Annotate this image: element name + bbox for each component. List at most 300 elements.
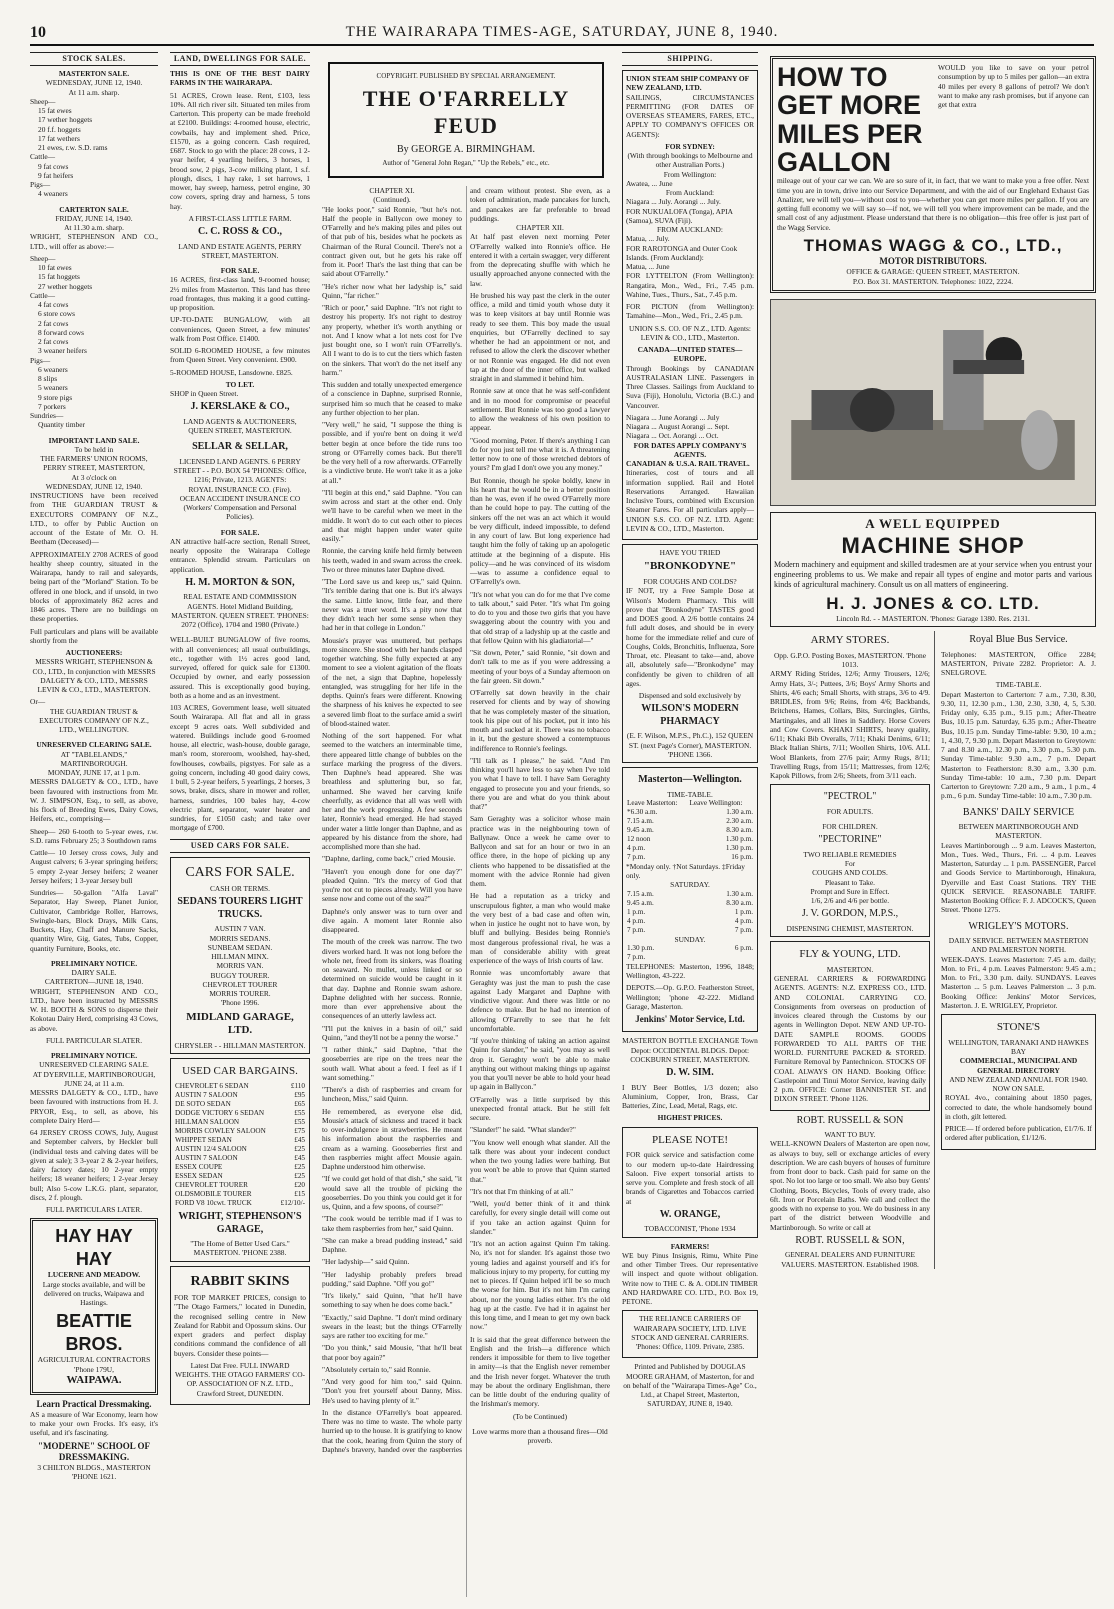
table-cell: 1 p.m. bbox=[627, 907, 646, 916]
car-price: £55 bbox=[294, 1109, 305, 1117]
story-paragraph: This sudden and totally unexpected emergence of a conscience in Daphne, surprised Ronnie, surprised him so much that he ceased to make any further objection to her plan. bbox=[322, 380, 462, 417]
story-paragraph: Ronnie saw at once that he was self-confident and in no mood for compromise or peaceful settlement. But Ronnie was too good a lawyer to allow the weakness of his own position to appear. bbox=[470, 386, 610, 433]
list-item: MORRIS SEDANS. bbox=[209, 933, 271, 943]
story-paragraph: "And very good for him too," said Quinn. "Don't you fret yourself about Danny, Miss. He's used to having plenty of it." bbox=[322, 1377, 462, 1405]
sale-date: MONDAY, JUNE 17, at 1 p.m. bbox=[47, 768, 141, 777]
list-item: MORRIS TOURER. bbox=[209, 989, 271, 998]
table-row bbox=[174, 1082, 306, 1091]
sale-text: FULL PARTICULAR SLATER. bbox=[45, 1035, 143, 1045]
advert-text: (E. F. Wilson, M.P.S., Ph.C.), 152 QUEEN ST. (next Page's Corner), MASTERTON. 'PHONE 1366. bbox=[626, 731, 754, 759]
advert-firm: BEATTIE BROS. bbox=[56, 1311, 132, 1354]
sale-heading: PRELIMINARY NOTICE. bbox=[50, 958, 138, 968]
advert-title: WRIGLEY'S MOTORS. bbox=[968, 920, 1069, 932]
stones-advert bbox=[941, 1014, 1096, 1150]
story-paragraph: "Haven't you enough done for one day?" pleaded Quinn. "It's the mercy of God that you're not cut to pieces already. Will you have sense now and come out of the sea?" bbox=[322, 866, 462, 904]
advert-text: For bbox=[844, 859, 856, 869]
table-row bbox=[626, 835, 754, 844]
agent-name: SELLAR & SELLAR, bbox=[192, 441, 288, 453]
story-paragraph: In the distance O'Farrelly's boat appeared. There was no time to waste. The whole party hurried up to the house. It is gratifying to know that the cook, hearing from Quinn the story of Daphne's bravery, handed over the raspberries and cream without protest. She even, as a token of admiration, made pancakes for lunch, and pancakes are far preferable to bread puddings. bbox=[322, 186, 610, 1454]
advert-title: RABBIT SKINS bbox=[190, 1273, 290, 1289]
timetable-table bbox=[626, 890, 754, 935]
advert-subtitle: LUCERNE AND MEADOW. bbox=[47, 1270, 141, 1280]
car-price: £45 bbox=[294, 1136, 305, 1144]
table-row bbox=[174, 1163, 306, 1172]
advert-text: WE buy Pinus Insignis, Rimu, White Pine and other Timber Trees. Our representative will inspect and quote without obligation. Write now to THE C. & A. ODLIN TIMBER AND HARDWARE CO. LTD., P.O. Box 19, PETONE. bbox=[622, 1250, 758, 1306]
list-item: Quantity timber bbox=[38, 420, 86, 430]
list-item: 27 wether hoggets bbox=[38, 281, 93, 291]
story-paragraph: "If we could get hold of that dish," she said, "it would save all the trouble of picking the gooseberries. Do you think you could get it for us, Quinn, and a few spoons, of course?" bbox=[322, 1174, 462, 1211]
hay-advert bbox=[30, 1218, 158, 1394]
cattle-list bbox=[30, 300, 158, 356]
cars-advert bbox=[170, 857, 310, 1055]
table-cell: 8.30 a.m. bbox=[726, 825, 753, 834]
table-cell: 1.30 p.m. bbox=[725, 834, 753, 843]
table-cell: 9.45 a.m. bbox=[627, 898, 654, 907]
advert-text: HIGHEST PRICES. bbox=[657, 1113, 723, 1123]
list-item: 6 store cows bbox=[38, 309, 75, 319]
car-name: DODGE VICTORY 6 SEDAN bbox=[175, 1109, 265, 1117]
timetable-heading: SUNDAY. bbox=[674, 934, 706, 944]
car-name: AUSTIN 7 SALOON bbox=[175, 1091, 238, 1099]
story-paragraph: "Daphne, darling, come back," cried Mousie. bbox=[322, 854, 456, 864]
advert-text: FOR TOP MARKET PRICES, consign to "The Otago Farmers," located in Dunedin, the recognised selling centre in New Zealand for Rabbit and Opossum skins. Our expert graders and perfect display conditions command the confidence of all buyers. Consider these points— bbox=[174, 1293, 306, 1358]
story-paragraph: "Absolutely certain to," said Ronnie. bbox=[322, 1364, 431, 1374]
advert-text: DEPOTS.—Op. G.P.O. Featherston Street, Wellington; 'phone 42-222. Midland Garage, Masterton. bbox=[626, 983, 754, 1011]
sale-heading: PRELIMINARY NOTICE. bbox=[50, 1051, 138, 1060]
agent-address: REAL ESTATE AND COMMISSION AGENTS. Hotel Midland Building, MASTERTON. QUEEN STREET. 'PHONES: 2072 (Office), 1704 and 1980 (Private.) bbox=[171, 592, 309, 629]
story-paragraph: Nothing of the sort happened. For what seemed to the watchers an interminable time, there appeared little change of bubbles on the surface marking the progress of the divers. Then Daphne's head appeared. She was breathless and spluttering but, so far, unharmed. She waved her carving knife cheerfully, as evidence that all was well with her and the work progressing. A few seconds later, Ronnie's head emerged. He had stayed under water a little longer than Daphne, and as appeared by his distance from the shore, had accomplished more than she had. bbox=[322, 731, 462, 851]
advert-title: "PECTORINE" bbox=[818, 834, 882, 846]
story-paragraph: Mousie's prayer was unuttered, but perhaps more sincere. She stood with her hands clasped together watching. She fully expected at any moment to see a violent agitation of the floats of the net, a sign that Daphne, hopelessly entangled, was struggling for her life in the depths. Quinn's fears were different. Knowing the sharpness of his knives he expected to see a severed limb float to the surface amid a swirl of blood-stained water. bbox=[322, 635, 462, 728]
table-row bbox=[174, 1154, 306, 1163]
list-item: 3 weaner heifers bbox=[38, 346, 87, 356]
timetable-table bbox=[626, 944, 754, 962]
car-name: MORRIS COWLEY SALOON bbox=[175, 1127, 266, 1135]
car-price: £25 bbox=[294, 1163, 305, 1171]
advert-text: AS a measure of War Economy, learn how to make your own Frocks. It's easy, it's useful, and it's fascinating. bbox=[30, 1409, 158, 1438]
timetable-advert bbox=[622, 767, 758, 1032]
advert-title: BANKS' DAILY SERVICE bbox=[962, 806, 1075, 818]
story-paragraph: "It's not what you can do for me that I've come to talk about," said Peter. "It's what I'm going to do to you and those two girls that you have swaggering about the country with you and that old strap of a ladyship up at the castle and that fellow Quinn with his gladiatorial—" bbox=[470, 589, 610, 645]
advert-text: WAIPAWA. bbox=[66, 1373, 122, 1386]
table-row bbox=[174, 1091, 306, 1100]
listing-heading: THIS IS ONE OF THE BEST DAIRY FARMS IN THE WAIRARAPA. bbox=[170, 69, 310, 88]
sale-text: Or— bbox=[30, 697, 46, 707]
advert-text: Dispensed and sold exclusively by bbox=[638, 691, 742, 700]
advert-text: PRICE— If ordered before publication, £1/7/6. If ordered after publication, £1/12/6. bbox=[945, 1124, 1092, 1143]
car-price: £20 bbox=[294, 1181, 305, 1189]
advert-text: SAILINGS, CIRCUMSTANCES PERMITTING (FOR DATES OF OVERSEAS STEAMERS, FARES, ETC., APPLY TO COMPANY'S OFFICES OR AGENTS): bbox=[626, 92, 754, 139]
table-row bbox=[626, 917, 754, 926]
advert-text: P.O. Box 31. MASTERTON. Telephones: 1022, 2224. bbox=[852, 276, 1014, 286]
agent-address: OCEAN ACCIDENT INSURANCE CO (Workers' Compensation and Personal Policies). bbox=[179, 493, 301, 522]
sale-text: MESSRS DALGETY & CO., LTD., have been favoured with instructions from Mr. W. J. SIMPSON, Esq., to sell, as above, his flock of Breeding Ewes, Dairy Cows, Heifers, etc., comprising— bbox=[30, 777, 158, 824]
advert-firm: ROBT. RUSSELL & SON bbox=[796, 1114, 904, 1126]
advert-text: BETWEEN MARTINBOROUGH AND MASTERTON. bbox=[958, 822, 1079, 841]
table-header bbox=[626, 799, 754, 808]
list-item: 6 weaners bbox=[38, 364, 68, 374]
advert-text: WELLINGTON, TARANAKI AND HAWKES BAY bbox=[948, 1037, 1089, 1057]
page-number: 10 bbox=[30, 24, 46, 41]
column-land-dwellings bbox=[170, 52, 310, 1597]
section-heading: STOCK SALES. bbox=[30, 52, 158, 66]
advert-text: (With through bookings to Melbourne and other Australian Ports.) bbox=[627, 151, 753, 170]
story-paragraph: The mouth of the creek was narrow. The two divers worked hard. It was not long before the whole net, freed from its sinkers, was floating on seaward. No mullet, unless linked or so determined on suicide would be caught in it that day. Daphne and Ronnie swam ashore. Daphne delighted with her success. Ronnie, more than ever apprehensive about the consequences of an utterly lawless act. bbox=[322, 937, 462, 1021]
advert-title: "BRONKODYNE" bbox=[643, 560, 737, 573]
advert-text: "The Home of Better Used Cars." MASTERTON. 'PHONE 2388. bbox=[190, 1239, 290, 1258]
sailing-row: Awatea, ... June bbox=[626, 178, 673, 188]
lower-left-column bbox=[770, 631, 935, 1269]
advert-title: PLEASE NOTE! bbox=[651, 1133, 729, 1146]
timetable-table bbox=[626, 799, 754, 862]
table-cell: 1.30 a.m. bbox=[726, 889, 753, 898]
advert-firm: FLY & YOUNG, LTD. bbox=[799, 948, 901, 961]
serial-body bbox=[322, 186, 610, 1597]
sale-heading: AUCTIONEERS: bbox=[65, 648, 123, 657]
story-paragraph: "Do you think," said Mousie, "that he'll beat that poor boy again?" bbox=[322, 1343, 462, 1362]
list-item: 4 fat cows bbox=[38, 300, 69, 309]
story-paragraph: He brushed his way past the clerk in the outer office, a mild and timid youth whose duty it was to keep visitors at bay until Ronnie was ready to see them. This boy made the usual enquiries, but O'Farrelly declined to say whether he had an appointment or not, and refused to allow the clerk the discover whether or not Ronnie was engaged. He did not even tap at the door of the inner office, but walked straight in and slammed it behind him. bbox=[470, 290, 610, 383]
advert-text: COUGHS AND COLDS. bbox=[812, 868, 888, 878]
advert-text: TIME-TABLE. bbox=[667, 789, 713, 799]
advert-title: HAY HAY HAY bbox=[55, 1226, 133, 1269]
listing-text: SOLID 6-ROOMED HOUSE, a few minutes from Queen Street. Very convenient. £900. bbox=[170, 346, 310, 365]
story-paragraph: "I'll begin at this end," said Daphne. "You can swim across and start at the other end. Only we'll have to be careful when we meet in the middle. It won't do to cut each other to pieces and that might happen under water quite easily." bbox=[322, 487, 462, 543]
story-paragraph: "Her ladyship—" said Quinn. bbox=[322, 1257, 410, 1267]
advert-text: GENERAL DEALERS AND FURNITURE VALUERS. MASTERTON. Established 1908. bbox=[781, 1250, 919, 1269]
sale-text: Sheep— 260 6-tooth to 5-year ewes, r.w. S.D. rams February 25; 3 Southdown rams bbox=[30, 826, 158, 845]
story-paragraph: He had a reputation as a tricky and unscrupulous fighter, a man who would make the very best of a bad case and often win, when in justice he ought not to have won, by bluff and bullying. Besides being Ronnie's most dangerous professional rival, he was a man of considerable ability with great experience of the ways of Irish courts of law. bbox=[470, 891, 610, 965]
advert-text: Leaves Martinborough ... 9 a.m. Leaves Masterton, Mon., Tues. Wed., Thurs., Fri. ... 4 p.m. Leaves Masterton, Saturday ... 1 p.m. PASSENGER, Parcel and Goods Service to Martinborough, Hinakura, Dyerville and East Coast Stations. TRY THE QUICK SERVICE. REASONABLE TARIFF. Masterton Booking Office: F. J. ADCOCK'S, Queen Street. 'Phone 1275. bbox=[941, 840, 1096, 915]
listing-text: 5-ROOMED HOUSE, Lansdowne. £825. bbox=[170, 367, 293, 377]
fly-young-advert bbox=[770, 941, 930, 1111]
story-paragraph: "She can make a bread pudding instead," said Daphne. bbox=[322, 1235, 462, 1254]
list-item: 9 fat heifers bbox=[38, 170, 74, 180]
table-row bbox=[626, 826, 754, 835]
story-paragraph: "The Lord save us and keep us," said Quinn. "It's terrible daring that one is. But it's always the same. Little know, little fear, and there never was a truer word. It's a pity now that they didn't teach her some sense when they had her in that college in London." bbox=[322, 577, 462, 633]
advert-text: FOR LYTTELTON (From Wellington): Rangatira, Mon., Wed., Fri., 7.45 p.m. Wahine, Tues., Thurs., Sat., 7.45 p.m. bbox=[626, 271, 754, 299]
route-heading: CANADA—UNITED STATES—EUROPE. bbox=[637, 345, 743, 364]
sale-date: WEDNESDAY, JUNE 12, 1940. bbox=[45, 481, 143, 491]
table-cell: 7 p.m. bbox=[627, 952, 646, 961]
table-row bbox=[174, 1100, 306, 1109]
advert-text: OFFICE & GARAGE: QUEEN STREET, MASTERTON. bbox=[846, 267, 1020, 277]
copyright-notice: COPYRIGHT. PUBLISHED BY SPECIAL ARRANGEMENT. bbox=[376, 72, 556, 80]
list-item: SUNBEAM SEDAN. bbox=[207, 942, 273, 952]
sale-text: To be held in bbox=[74, 444, 114, 454]
column-stock-sales bbox=[30, 52, 158, 1597]
list-item: 8 forward cows bbox=[38, 327, 84, 337]
story-paragraph: O'Farrelly was a little surprised by this unexpected frontal attack. But he still felt secure. bbox=[470, 1094, 610, 1122]
list-item: 17 fat wethers bbox=[38, 133, 80, 143]
advert-text: GENERAL CARRIERS & FORWARDING AGENTS. AGENTS: N.Z. EXPRESS CO., LTD. AND COLONIAL CARRYING CO. Consignments from overseas on production of invoices cleared through the Customs by our agents in Wellington Depot. NEW AND UP-TO-DATE SAMPLE ROOMS. GOODS FORWARDED TO ALL PARTS OF THE WORLD. FURNITURE PACKED & STORED. Furniture Removal by Pantechnicon. STOCKS OF COAL ALWAYS ON HAND. Booking Office: Castlepoint and Tinui Motor Service, leaving daily 2 p.m. OFFICE: Corner BANNISTER ST. and DIXON STREET. 'Phone 1126. bbox=[774, 974, 926, 1104]
sale-heading: IMPORTANT LAND SALE. bbox=[48, 435, 140, 445]
list-heading: Cattle— bbox=[30, 152, 56, 162]
list-item: 4 weaners bbox=[38, 189, 68, 199]
story-paragraph: "I'll put the knives in a basin of oil," said Quinn, "and they'll not be a penny the worse." bbox=[322, 1023, 462, 1042]
agent-address: LAND AND ESTATE AGENTS, PERRY STREET, MASTERTON. bbox=[178, 241, 302, 260]
reliance-advert bbox=[622, 1310, 758, 1358]
advert-firm: H. J. JONES & CO. LTD. bbox=[826, 593, 1040, 613]
advert-text: TWO RELIABLE REMEDIES bbox=[803, 849, 897, 859]
story-paragraph: Ronnie, the carving knife held firmly between his teeth, waded in and swam across the creek. Two or three minutes later Daphne dived. bbox=[322, 546, 462, 574]
table-cell bbox=[702, 953, 754, 962]
story-paragraph: "The cook would be terrible mad if I was to take them raspberries from her," said Quinn. bbox=[322, 1214, 462, 1233]
car-price: £25 bbox=[294, 1145, 305, 1153]
sale-text: THE GUARDIAN TRUST & EXECUTORS COMPANY OF N.Z., LTD., WELLINGTON. bbox=[39, 706, 149, 734]
list-item: 15 fat ewes bbox=[38, 106, 72, 115]
agent-name: J. KERSLAKE & CO., bbox=[190, 401, 290, 413]
car-name: ESSEX SEDAN bbox=[175, 1172, 223, 1180]
agent-address: LICENSED LAND AGENTS. 6 PERRY STREET - - P.O. BOX 54 'PHONES: Office, 1216; Private, 1213. AGENTS: bbox=[173, 456, 307, 485]
sale-heading: MASTERTON SALE. bbox=[58, 69, 130, 78]
bronkodyne-advert bbox=[622, 544, 758, 763]
car-name: FORD V8 10cwt. TRUCK bbox=[175, 1199, 252, 1207]
advert-text: WOULD you like to save on your petrol consumption by up to 5 miles per gallon—an extra 40 miles per every 8 gallons of petrol? We don't want to make any rash promises, but if anyone can get that extra bbox=[938, 63, 1089, 109]
table-cell: 7 p.m. bbox=[734, 925, 753, 934]
advert-text: Itineraries, cost of tours and all information supplied. Rail and Hotel Reservations Arranged. Hawaiian Inclusive Tours, combined with Excursion Steamer Fares. For all particulars apply— UNION S.S. CO. OF N.Z. LTD. Agent: LEVIN & CO., LTD., Masterton. bbox=[626, 468, 754, 533]
table-row bbox=[626, 890, 754, 899]
advert-firm: ROBT. RUSSELL & SON, bbox=[795, 1234, 905, 1246]
story-paragraph: "There's a dish of raspberries and cream for luncheon, Miss," said Quinn. bbox=[322, 1085, 462, 1104]
table-row bbox=[174, 1145, 306, 1154]
pigs-list bbox=[30, 365, 158, 411]
list-item: 8 slips bbox=[38, 374, 58, 383]
sale-date: WEDNESDAY, JUNE 12, 1940. bbox=[45, 78, 143, 88]
advert-text: mileage out of your car we can. We are so sure of it, in fact, that we want to make you a free offer. Next time you are in town, drive into our Service Department, and with the aid of our Englehard Exhaust Gas Analizer, we will tell you—without cost to you—whether you can get more miles per gallon. If you are getting full economy we will say so—if not, we will tell you where improvement can be made, and the small cost of any adjustment. Please understand that there is no obligation—this free offer is just part of the Wagg Service. bbox=[777, 176, 1089, 232]
sale-text: Full particulars and plans will be available shortly from the bbox=[30, 626, 158, 645]
lower-adverts bbox=[770, 631, 1096, 1269]
list-item: 21 ewes, r.w. S.D. rams bbox=[38, 143, 108, 152]
machine-shop-advert bbox=[770, 512, 1096, 627]
advert-text: AGRICULTURAL CONTRACTORS 'Phone 179U, bbox=[37, 1355, 151, 1374]
table-cell: 12 noon bbox=[627, 834, 651, 843]
column-adverts bbox=[770, 52, 1096, 1597]
advert-title: Masterton—Wellington. bbox=[638, 774, 742, 785]
story-paragraph: At half past eleven next morning Peter O'Farrelly walked into Ronnie's office. He entered it with a certain swagger, very different from the deprecating shuffle with which he usually approached anyone connected with the law. bbox=[470, 232, 610, 288]
listing-text: SHOP in Queen Street. bbox=[170, 389, 239, 398]
advert-text: HAVE YOU TRIED bbox=[659, 548, 721, 557]
car-name: OLDSMOBILE TOURER bbox=[175, 1190, 252, 1198]
table-cell: 1.30 p.m. bbox=[725, 843, 753, 852]
table-cell: 9.45 a.m. bbox=[627, 825, 654, 834]
car-price: £15 bbox=[294, 1190, 305, 1198]
advert-text: Pleasant to Take. bbox=[824, 877, 876, 887]
story-paragraph: "Sit down, Peter," said Ronnie, "sit down and don't talk to me as if you were addressing a meeting of your boys of a Sunday afternoon on the fair green. Sit down." bbox=[470, 648, 610, 685]
pigs-list bbox=[30, 189, 158, 198]
agent-name: C. C. ROSS & CO., bbox=[198, 226, 282, 237]
table-row bbox=[626, 844, 754, 853]
listing-heading: FOR SALE. bbox=[220, 527, 260, 537]
orange-advert bbox=[622, 1127, 758, 1238]
listing-heading: FOR SALE. bbox=[220, 266, 260, 275]
sale-text: FULL PARTICULARS LATER. bbox=[45, 1205, 143, 1214]
advert-text: TOBACCONIST, 'Phone 1934 bbox=[644, 1224, 736, 1234]
sailing-row: Matua, ... July. bbox=[626, 234, 670, 244]
advert-firm: WRIGHT, STEPHENSON'S GARAGE, bbox=[178, 1211, 302, 1235]
sale-text: AT "TABLELANDS," MARTINBOROUGH. bbox=[60, 749, 128, 768]
table-cell: 16 p.m. bbox=[731, 852, 753, 861]
route-heading: FOR SYDNEY: bbox=[665, 141, 715, 151]
table-row bbox=[174, 1190, 306, 1199]
sailing-row: Niagara ... Oct. Aorangi ... Oct. bbox=[626, 431, 719, 441]
car-price: £95 bbox=[294, 1091, 305, 1099]
list-item: 7 porkers bbox=[38, 401, 66, 411]
union-advert bbox=[622, 70, 758, 540]
car-name: WHIPPET SEDAN bbox=[175, 1136, 232, 1144]
cars-table bbox=[174, 1082, 306, 1208]
list-item: 5 weaners bbox=[38, 383, 68, 393]
table-cell: 6 p.m. bbox=[734, 943, 753, 952]
story-paragraph: He remembered, as everyone else did, Mousie's attack of sickness and traced it back to over-indulgence in strawberries. He meant his information about the raspberries and cream as a warning. Gooseberries first and then raspberries might affect Mousie again. Daphne understood him otherwise. bbox=[322, 1106, 462, 1171]
table-row bbox=[626, 926, 754, 935]
story-paragraph: "Well, you'd better think of it and think carefully, for every single detail will come out if you take an action against Quinn for slander." bbox=[470, 1199, 610, 1236]
sale-text: MESSRS DALGETY & CO., LTD., have been favoured with instructions from H. J. PRYOR, Esq., to sell, as above, his complete Dairy Herd— bbox=[30, 1088, 158, 1125]
table-row bbox=[174, 1118, 306, 1127]
advert-firm: J. V. GORDON, M.P.S., bbox=[801, 908, 899, 920]
advert-firm: "MODERNE" SCHOOL OF DRESSMAKING. bbox=[37, 1440, 150, 1462]
table-cell: 7 p.m. bbox=[627, 925, 646, 934]
advert-text: MASTERTON. bbox=[826, 964, 874, 974]
advert-text: Modern machinery and equipment and skilled tradesmen are at your service when you entrust your engineering problems to us. We make and repair all types of engine and motor parts and various kinds of agricultural machinery. Consult us on all matters of engineering. bbox=[774, 559, 1092, 589]
list-item: HILLMAN MINX. bbox=[211, 952, 269, 961]
table-cell: 4 p.m. bbox=[627, 843, 646, 852]
table-row bbox=[174, 1181, 306, 1190]
table-cell: 2.30 a.m. bbox=[726, 816, 753, 825]
advert-text: WEEK-DAYS. Leaves Masterton: 7.45 a.m. daily; Mon. to Fri., 4 p.m. Leaves Palmerston: 9.45 a.m.; Mon. to Fri., 3.30 p.m. daily. SUNDAYS. Leaves Masterton ... 5 p.m. Leaves Palmerston ... 3 p.m. Booking Office: Jenkins' Motor Services, Masterton. J. E. WRIGLEY, Proprietor. bbox=[941, 954, 1096, 1010]
author-note: Author of "General John Regan," "Up the Rebels," etc., etc. bbox=[382, 159, 550, 168]
advert-text: FOR COUGHS AND COLDS? bbox=[643, 577, 737, 586]
advert-title: FARMERS! bbox=[670, 1241, 710, 1251]
sale-text: 64 JERSEY CROSS COWS, July, August and September calvers, by Heckler bull (individual tests and calving dates will be given at sale); 3 3-year 2 & 2-year heifers, dairy factory dates; 10 2-year empty heifers; 18 weaner heifers; 1 2-year Jersey bull; Also 5-cow L.K.G. plant, separator, discs, 2 f. plough. bbox=[30, 1128, 158, 1202]
agent-address: LAND AGENTS & AUCTIONEERS, QUEEN STREET, MASTERTON. bbox=[183, 416, 297, 435]
table-cell: 4 p.m. bbox=[734, 916, 753, 925]
listing-heading: TO LET. bbox=[225, 379, 255, 389]
section-heading: LAND, DWELLINGS FOR SALE. bbox=[170, 52, 310, 66]
sheep-list bbox=[30, 263, 158, 291]
sedan-list bbox=[174, 924, 306, 998]
sale-date: CARTERTON—JUNE 18, 1940. bbox=[44, 977, 144, 987]
car-name: HILLMAN SALOON bbox=[175, 1118, 240, 1126]
car-name: CHEVROLET TOURER bbox=[175, 1181, 248, 1189]
sale-text: WRIGHT, STEPHENSON AND CO., LTD., will offer as above:— bbox=[30, 232, 158, 251]
list-item: AUSTIN 7 VAN. bbox=[214, 924, 266, 934]
agent-name: H. M. MORTON & SON, bbox=[185, 576, 295, 588]
advert-firm: THOMAS WAGG & CO., LTD., bbox=[803, 235, 1063, 255]
advert-title: ARMY STORES. bbox=[810, 634, 890, 647]
route-heading: From Wellington: bbox=[663, 169, 717, 179]
sailing-row: Matua, ... June bbox=[626, 262, 670, 271]
story-paragraph: "He's richer now what her ladyship is," said Quinn, "far richer." bbox=[322, 281, 462, 300]
sale-text: THE FARMERS' UNION ROOMS, PERRY STREET, MASTERTON, bbox=[40, 454, 148, 473]
list-item: CHEVROLET TOURER bbox=[202, 979, 278, 989]
advert-firm: Jenkins' Motor Service, Ltd. bbox=[635, 1014, 745, 1024]
sale-text: INSTRUCTIONS have been received from THE GUARDIAN TRUST & EXECUTORS COMPANY OF N.Z., LTD., to offer by Public Auction on account of the Estate of Mr. O. H. Beetham (Deceased)— bbox=[30, 491, 158, 547]
advert-text: TIME-TABLE. bbox=[995, 680, 1042, 690]
sale-time: At 11 a.m. sharp. bbox=[68, 87, 120, 97]
advert-text: AND NEW ZEALAND ANNUAL FOR 1940. NOW ON SALE. bbox=[949, 1074, 1088, 1094]
advert-text: THE RELIANCE CARRIERS OF WAIRARAPA SOCIETY, LTD. LIVE STOCK AND GENERAL CARRIERS. 'Phones: Office, 1109. Private, 2385. bbox=[631, 1314, 749, 1351]
car-price: £12/10/- bbox=[280, 1199, 305, 1207]
advert-text: 3 CHILTON BLDGS., MASTERTON 'PHONE 1621. bbox=[37, 1463, 151, 1482]
page-header bbox=[30, 22, 1094, 46]
advert-text: I BUY Beer Bottles, 1/3 dozen; also Aluminium, Copper, Iron, Brass, Car Batteries, Zinc, Lead, Metal, Rags, etc. bbox=[622, 1082, 758, 1110]
route-heading: FOR NUKUALOFA (Tonga), APIA (Samoa), SUVA (Fiji). bbox=[626, 206, 733, 225]
list-item: MORRIS VAN. bbox=[216, 961, 264, 971]
car-name: AUSTIN 7 SALOON bbox=[175, 1154, 238, 1162]
advert-firm: WILSON'S MODERN PHARMACY bbox=[641, 703, 739, 727]
listing-text: 51 ACRES, Crown lease. Rent, £103, less 10%. All rich river silt. Situated ten miles from Carterton. This property can be made freehold at £2100. Buildings: 4-roomed house, electric, cowbails, hay and implement shed. Price, £1570, as a going concern. Cash required, £687. Stock to go with the place: 28 cows, 1 2-year heifer, 4 yearling heifers, 3 horses, 1 brood sow, 2 pigs, 3-cow milking plant, 1 s.f. plough, discs, 1 hay rake, 1 set harrows, 1 mower, hay sweep, harness, petrol engine, 30 cow covers, spring dray and harness, 5 tons hay. bbox=[170, 90, 310, 211]
table-cell: 7.15 a.m. bbox=[627, 889, 654, 898]
story-paragraph: "Good morning, Peter. If there's anything I can do for you just tell me what it is. A threatening letter now to one of those wretched debtors of yours? I'm glad I don't owe you any money." bbox=[470, 435, 610, 473]
advert-subtitle: COMMERCIAL, MUNICIPAL AND GENERAL DIRECTORY bbox=[959, 1056, 1078, 1075]
table-row bbox=[174, 1127, 306, 1136]
timetable-heading: SATURDAY. bbox=[670, 880, 710, 890]
advert-text: 1/6, 2/6 and 4/6 per bottle. bbox=[810, 896, 890, 906]
car-price: £75 bbox=[294, 1127, 305, 1135]
car-price: £45 bbox=[294, 1154, 305, 1162]
advert-firm: UNION STEAM SHIP COMPANY OF NEW ZEALAND, LTD. bbox=[626, 74, 749, 93]
advert-text: DAILY SERVICE. BETWEEN MASTERTON AND PALMERSTON NORTH. bbox=[948, 936, 1089, 955]
sale-heading: CARTERTON SALE. bbox=[59, 204, 129, 214]
table-cell: 7.15 a.m. bbox=[627, 816, 654, 825]
sale-text: Cattle— 10 Jersey cross cows, July and August calvers; 6 3-year springing heifers; 5 empty 2-year Jersey heifers; 2 weaner Jersey heifers; 1 3-year Jersey bull bbox=[30, 848, 158, 885]
story-paragraph: "It's not an action against Quinn I'm taking. No, it's not for slander. It's against those two young ladies and against yourself and it's for malicious injury to my property, for cutting my net to pieces. If Quinn helped it'll be so much the worse for him. But it's not him I'm caring about, nor the young ladies either. It's the old hag up at the castle. I've had it in against her this long time, and I mean to get my own back now." bbox=[470, 1239, 610, 1332]
section-heading: SHIPPING. bbox=[622, 52, 758, 66]
sale-text: APPROXIMATELY 2708 ACRES of good healthy sheep country, situated in the Wairarapa, handy to rail and saleyards, being part of the "Morland" Station. To be offered in one block, and if unsold, in two blocks of approximately 862 acres and 1846 acres. There are no buildings on these properties. bbox=[30, 549, 158, 624]
advert-text: IF NOT, try a Free Sample Dose at Wilson's Modern Pharmacy. This will prove that "Bronkodyne" TASTES good and DOES good. A 2/6 bottle contains 24 full adult doses, and should be in every home for the immediate relief and cure of Coughs, Colds, Bronchitis, Influenza, Sore Throat, etc. Pleasant to take—and, above all, absolutely safe—"Bronkodyne" may confidently be given to children of all ages. bbox=[626, 586, 754, 688]
agent-address: ROYAL INSURANCE CO. (Fire). bbox=[188, 484, 292, 494]
story-paragraph: "Slander!" he said. "What slander?" bbox=[470, 1125, 576, 1135]
route-heading: FROM AUCKLAND: bbox=[657, 225, 723, 234]
sailing-row: Niagara ... June Aorangi ... July bbox=[626, 412, 720, 422]
rabbit-advert bbox=[170, 1266, 310, 1405]
advert-text: Lincoln Rd. - - MASTERTON. 'Phones: Garage 1380. Res. 2131. bbox=[836, 613, 1030, 623]
newspaper-title: THE WAIRARAPA TIMES-AGE, SATURDAY, JUNE 8, 1940. bbox=[345, 24, 779, 40]
list-item: 2 fat cows bbox=[38, 318, 69, 328]
advert-title: MACHINE SHOP bbox=[841, 533, 1025, 559]
sale-heading: UNRESERVED CLEARING SALE. bbox=[36, 740, 152, 750]
column-serial-story bbox=[322, 52, 610, 1597]
story-paragraph: It is said that the great difference between the English and the Irish—a difference which renders it impossible for them to live together in amity—is that the English never remember and the Irish never forget. Whatever the truth may be about the ordinary Englishman, there can be little doubt of the enduring quality of the Irishman's memory. bbox=[470, 1334, 610, 1409]
story-paragraph: O'Farrelly sat down heavily in the chair reserved for clients and by way of showing that he was completely master of the situation, took his pipe out of his pocket, put it into his mouth and sucked at it. There was no tobacco in it, but the gesture showed a contemptuous indifference to Ronnie's feelings. bbox=[470, 688, 610, 753]
table-row bbox=[626, 944, 754, 953]
advert-title: HOW TO GET MORE MILES PER GALLON bbox=[777, 62, 923, 178]
advert-firm: MIDLAND GARAGE, LTD. bbox=[186, 1010, 294, 1037]
story-paragraphs bbox=[470, 232, 610, 1408]
listing-text: 16 ACRES, first-class land, 9-roomed house; 2½ miles from Masterton. This land has three road frontages, thus making it a good cutting-up proposition. bbox=[170, 275, 310, 312]
story-paragraph: "Rich or poor," said Daphne. "It's not right to destroy his property. It's not right to destroy any property, whether it's worth anything or not. And I know what a lot nets cost for I've just bought one, so I won't ruin O'Farrelly's. All I want to do is to cut the tiers which fasten on the sinkers. That won't do the net itself any harm." bbox=[322, 303, 462, 377]
bargains-advert bbox=[170, 1058, 310, 1261]
advert-text: UNION S.S. CO. OF N.Z., LTD. Agents: LEVIN & CO., LTD., Masterton. bbox=[629, 323, 751, 342]
sailing-row: Niagara ... August Aorangi ... Sept. bbox=[626, 422, 730, 431]
column-header: Leave Masterton: bbox=[627, 798, 678, 807]
advert-title: USED CAR BARGAINS. bbox=[182, 1065, 298, 1078]
story-paragraph: "Her ladyship probably prefers bread pudding," said Daphne. "Off you go!" bbox=[322, 1269, 462, 1288]
story-paragraph: "It's not that I'm thinking of at all." bbox=[470, 1186, 574, 1196]
table-row bbox=[626, 853, 754, 862]
table-cell: 1 p.m. bbox=[734, 907, 753, 916]
table-row bbox=[174, 1136, 306, 1145]
advert-text: DISPENSING CHEMIST, MASTERTON. bbox=[786, 923, 914, 933]
story-paragraph: Ronnie was uncomfortably aware that Geraghty was just the man to push the case against Lady Margaret and Daphne with vindictive vigour. And there was little or no defence to make. But he had no intention of allowing O'Farrelly to see that he felt uncomfortable. bbox=[470, 968, 610, 1033]
list-item: 15 fat hoggets bbox=[38, 272, 80, 282]
car-price: £25 bbox=[294, 1172, 305, 1180]
sale-text: MESSRS WRIGHT, STEPHENSON & CO., LTD., In conjunction with MESSRS DALGETY & CO., LTD., MESSRS LEVIN & CO., LTD., MASTERTON. bbox=[32, 657, 156, 694]
table-row bbox=[626, 817, 754, 826]
story-paragraph: "Exactly," said Daphne. "I don't mind ordinary swears in the least; but the things O'Farrelly says are rather too exciting for me." bbox=[322, 1312, 462, 1340]
car-name: AUSTIN 12/4 SALOON bbox=[175, 1145, 247, 1153]
